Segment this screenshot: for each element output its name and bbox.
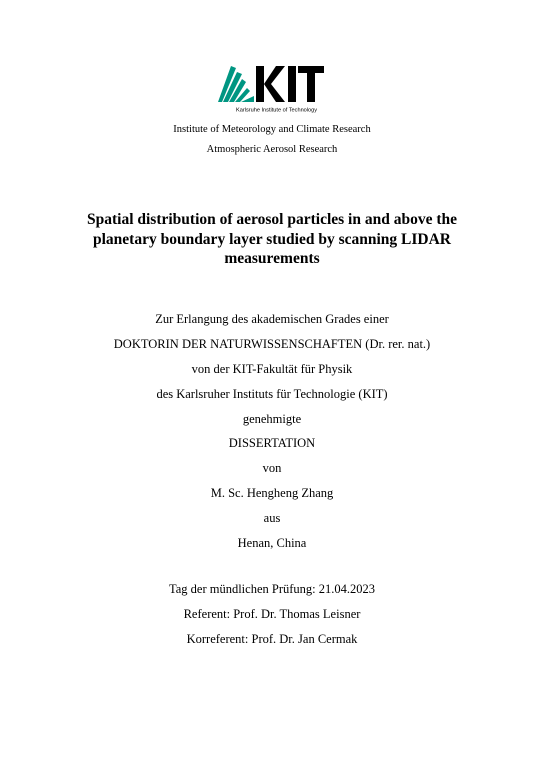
department-name: Atmospheric Aerosol Research xyxy=(206,144,338,155)
title-line-1: Spatial distribution of aerosol particles in and above the xyxy=(86,211,458,228)
institute-name: Institute of Meteorology and Climate Research xyxy=(173,124,371,135)
approved-label: genehmigte xyxy=(242,412,302,426)
degree-intro: Zur Erlangung des akademischen Grades einer xyxy=(155,312,389,326)
title-line-2: planetary boundary layer studied by scanning LIDAR xyxy=(92,230,451,248)
referent: Referent: Prof. Dr. Thomas Leisner xyxy=(183,607,361,621)
kit-logo-graphic xyxy=(218,64,326,114)
title-line-3: measurements xyxy=(224,250,320,267)
kit-tagline: Karlsruhe Institute of Technology xyxy=(236,107,318,114)
exam-date: Tag der mündlichen Prüfung: 21.04.2023 xyxy=(168,582,376,596)
document-type: DISSERTATION xyxy=(228,436,316,450)
faculty: von der KIT-Fakultät für Physik xyxy=(191,362,353,376)
korreferent: Korreferent: Prof. Dr. Jan Cermak xyxy=(186,632,358,646)
kit-letters xyxy=(256,66,324,102)
from-label: aus xyxy=(263,511,281,525)
degree-name: DOKTORIN DER NATURWISSENSCHAFTEN (Dr. rer. nat.) xyxy=(113,337,431,351)
author-origin: Henan, China xyxy=(237,536,307,550)
dissertation-title xyxy=(0,210,544,269)
by-label: von xyxy=(262,461,282,475)
university: des Karlsruher Instituts für Technologie (KIT) xyxy=(156,387,388,401)
author-name: M. Sc. Hengheng Zhang xyxy=(210,486,334,500)
kit-fan-icon xyxy=(218,66,254,102)
kit-logo xyxy=(218,64,326,114)
